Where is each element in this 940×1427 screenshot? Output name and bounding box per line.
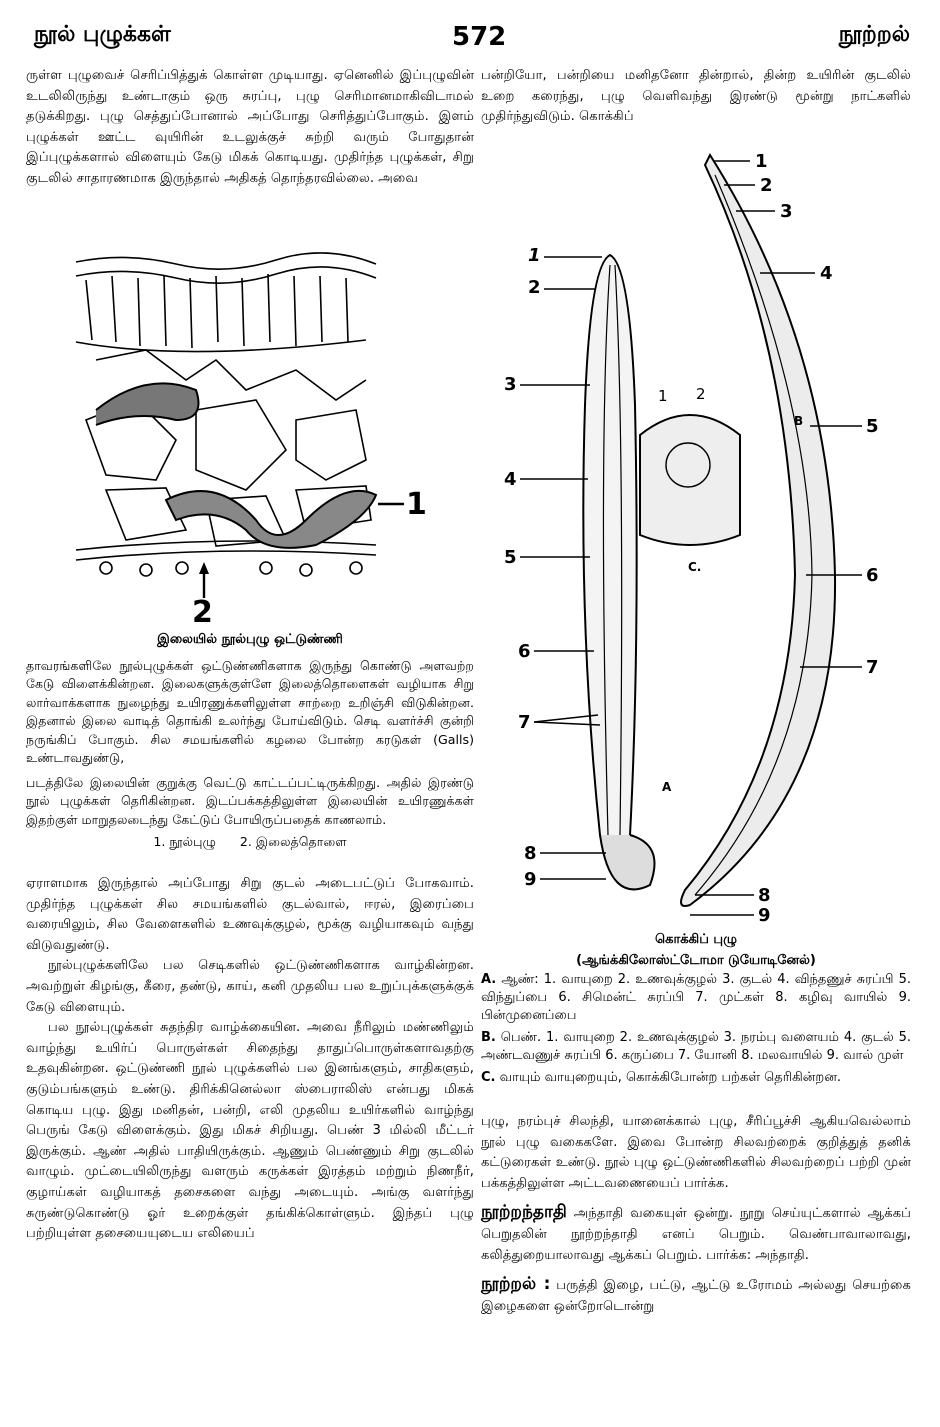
figure2-legend-c [481,1069,911,1087]
right-body-text [481,1112,911,1317]
fig2-a-label-2: 2 [528,277,541,298]
fig2-c-label-2: 2 [696,385,706,403]
fig2-b-label-8: 8 [758,885,771,906]
legend-a-text: ஆண்: 1. வாயுறை 2. உணவுக்குழல் 3. குடல் 4. விந்தணுச் சுரப்பி 5. விந்துப்பை 6. சிமென்ட் சுரப்பி 7. முட்கள் 8. கழிவு வாயில் 9. பின்முனைப்பை [481,972,911,1024]
fig2-c-label-1: 1 [658,387,668,405]
fig2-letter-b: B [794,414,804,428]
left-para-after-figure: ஏராளமாக இருந்தால் அப்போது சிறு குடல் அடைபட்டுப் போகவாம். முதிர்ந்த புழுக்கள் சில சமயங்களில் குடல்வால், ஈரல், இரைப்பை வரையிலும், சில வேளைகளில் உணவுக்குழல், மூக்கு வழியாகவும் வந்து விடுவதுண்டு. [26,876,474,953]
fig2-a-label-9: 9 [524,869,537,890]
fig1-label-2: 2 [192,595,213,630]
figure1-title: இலையில் நூல்புழு ஒட்டுண்ணி [157,632,343,647]
fig2-b-label-9: 9 [758,905,771,925]
figure1-legend: 1. நூல்புழு 2. இலைத்தொளை [153,834,347,850]
legend-c-prefix: C. [481,1070,496,1086]
right-para-after-figure: புழு, நரம்புச் சிலந்தி, யானைக்கால் புழு, சீரிப்பூச்சி ஆகியவெல்லாம் நூல் புழு வகைகளே. இவை போன்ற சிலவற்றைக் குறித்துத் தனிக் கட்டுரைகள் உண்டு. நூல் புழு ஒட்டுண்ணிகளில் சிலவற்றைப் பற்றி முன் பக்கத்திலுள்ள அட்டவணையைப் பார்க்க. [481,1114,911,1191]
legend-c-text: வாயும் வாயுறையும், கொக்கிபோன்ற பற்கள் தெரிகின்றன. [499,1070,841,1086]
left-top-paragraph: ருள்ள புழுவைச் செரிப்பித்துக் கொள்ள முடியாது. ஏனெனில் இப்புழுவின் உடலிலிருந்து உண்டாகும் ஒரு சுரப்பு, புழு செரிமானமாகிவிடாமல் தடுக்கிறது. புழு செத்துப்போனால் அப்போது செரித்துப்போகும். இளம் புழுக்கள் ஊட்ட வுயிரின் உடலுக்குச் சுற்றி வரும் போதுதான் இப்புழுக்களால் விளையும் கேடு மிகக் கொடியது. முதிர்ந்த புழுக்கள், சிறு குடலில் சாதாரணமாக இருந்தால் அதிகத் தொந்தரவில்லை. அவை [26,68,474,186]
entry1-term: நூற்றந்தாதி [481,1202,567,1223]
nematode-worms [96,383,376,548]
left-body-text [26,874,474,1245]
fig2-a-label-4: 4 [504,469,517,490]
figure2-legend-a [481,971,911,1025]
left-para-2: நூல்புழுக்களிலே பல செடிகளில் ஒட்டுண்ணிகளாக வாழ்கின்றன. அவற்றுள் கிழங்கு, கீரை, தண்டு, காய், கனி முதலிய பல உறுப்புக்களுக்குக் கேடு விளையும். [26,958,474,1015]
figure2-caption-block [481,930,911,1087]
fig2-a-label-7: 7 [518,712,531,733]
fig2-a-label-8: 8 [524,843,537,864]
legend-b-prefix: B. [481,1030,496,1046]
hookworm-figure [490,145,910,925]
running-head-right: நூற்றல் [838,22,910,47]
entry2-term: நூற்றல் : [481,1274,551,1295]
legend-b-text: பெண். 1. வாயுறை 2. உணவுக்குழல் 3. நரம்பு வளையம் 4. குடல் 5. அண்டவணுச் சுரப்பி 6. கருப்பை 7. யோனி 8. மலவாயில் 9. வால் முள் [481,1030,911,1064]
fig2-a-label-6: 6 [518,641,531,662]
fig2-b-label-1: 1 [755,151,768,172]
figure1-caption-para1: தாவரங்களிலே நூல்புழுக்கள் ஒட்டுண்ணிகளாக இருந்து கொண்டு அளவற்ற கேடு விளைக்கின்றன. இலைகளுக்குள்ளே இலைத்தொளைகள் வழியாக சிறு லார்வாக்களாக நுழைந்து உயிரணுக்களிலுள்ள சாற்றை உறிஞ்சி விடுகின்றன. இதனால் இலை வாடித் தொங்கி உலர்ந்து போய்விடும். செடி வளர்ச்சி குன்றி நருங்கிப் போகும். சில சமயங்களில் கழலை போன்ற கரடுகள் (Galls) உண்டாவதுண்டு, [26,657,474,766]
legend-a-prefix: A. [481,972,497,988]
right-top-text [481,66,911,128]
figure1-caption-block [26,630,474,852]
entry1-text: அந்தாதி வகையுள் ஒன்று. நூறு செய்யுட்களால் ஆக்கப் பெறுதலின் நூற்றந்தாதி எனப் பெறும். வெண்பாவாலாவது, கலித்துறையாலாவது ஆக்கப் பெறும். பார்க்க: அந்தாதி. [481,1206,911,1263]
male-worm-a [583,255,654,889]
leaf-cross-section-figure [66,250,446,630]
fig2-b-label-5: 5 [866,416,879,437]
fig1-label-1: 1 [406,487,427,522]
entry2-text: பருத்தி இழை, பட்டு, ஆட்டு உரோமம் அல்லது செயற்கை இழைகளை ஒன்றோடொன்று [481,1278,911,1314]
left-para-3: பல நூல்புழுக்கள் சுதந்திர வாழ்க்கையின. அவை நீரிலும் மண்ணிலும் வாழ்ந்து உயிர்ப் பொருள்கள் சிதைந்து தாதுப்பொருள்களாவதற்கு உதவுகின்றன. ஒட்டுண்ணி நூல் புழுக்களில் பல இனங்களும், சாதிகளும், குடும்பங்களும் உண்டு. திரிக்கினெல்லா ஸ்பைராலிஸ் என்பது மிகக் கொடிய புழு. இது மனிதன், பன்றி, எலி முதலிய உயிர்களில் வாழ்ந்து பெருங் கேடு விளைக்கும். இது மிகச் சிறியது. பெண் 3 மில்லி மீட்டர் இருக்கும். ஆண் அதில் பாதியிருக்கும். ஆணும் பெண்ணும் சிறு குடலில் வாழும். முட்டையிலிருந்து வளரும் கருக்கள் இரத்தம் மற்றும் நிணநீர், குழாய்கள் வழியாகத் தசைகளை வந்து அடையும். அங்கு வளர்ந்து சுருண்டுகொண்டு ஓர் உறைக்குள் தங்கிக்கொள்ளும். இந்தப் புழு பற்றியுள்ள தசையையுடைய எலியைப் [26,1020,474,1242]
fig2-a-label-3: 3 [504,374,517,395]
fig2-letter-c: C. [688,560,702,574]
fig2-b-label-6: 6 [866,565,879,586]
right-top-paragraph: பன்றியோ, பன்றியை மனிதனோ தின்றால், தின்ற உயிரின் குடலில் உறை கரைந்து, புழு வெளிவந்து இரண்டு மூன்று நாட்களில் முதிர்ந்துவிடும். கொக்கிப் [481,68,911,125]
figure1-caption-para2: படத்திலே இலையின் குறுக்கு வெட்டு காட்டப்பட்டிருக்கிறது. அதில் இரண்டு நூல் புழுக்கள் தெரிகின்றன. இடப்பக்கத்திலுள்ள இலையின் உயிரணுக்கள் இதற்குள் மாறுதலடைந்து கேட்டுப் போயிருப்பதைக் காணலாம். [26,774,474,827]
figure2-legend-b [481,1029,911,1065]
fig2-b-label-4: 4 [820,263,833,284]
figure2-title: கொக்கிப் புழு [655,932,737,947]
fig2-b-label-3: 3 [780,201,793,222]
fig2-a-label-5: 5 [504,547,517,568]
fig2-letter-a: A [662,780,672,794]
fig2-a-label-1: 1 [528,245,541,266]
running-head-left: நூல் புழுக்கள் [34,22,171,47]
fig2-b-label-7: 7 [866,657,879,678]
figure2-subtitle: (ஆங்க்கிலோஸ்ட்டோமா டுயோடினேல்) [576,952,816,968]
page-number: 572 [452,22,507,52]
fig2-b-label-2: 2 [760,175,773,196]
mouth-capsule-c [640,415,740,545]
left-column [26,66,474,190]
arrow-head-icon [199,562,209,574]
entry-nootrandhaadhi [481,1202,911,1266]
entry-nootral [481,1274,911,1317]
